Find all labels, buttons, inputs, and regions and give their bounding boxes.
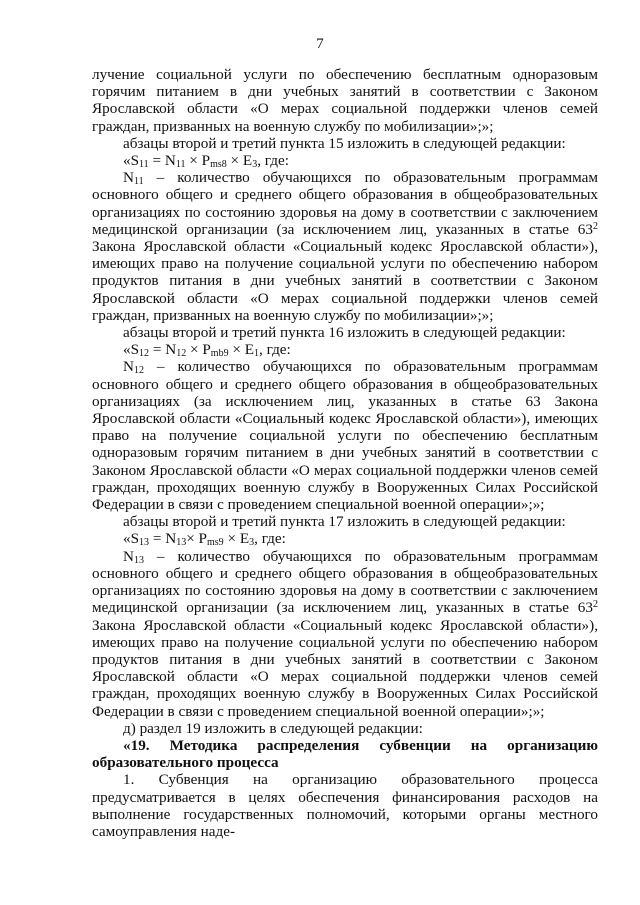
paragraph-text: = N <box>149 341 177 359</box>
paragraph-text: – количество обучающихся по образовательным программам основного общего и среднего общего образования в общеобразовательных организациях (за исключением лиц, указанных в статье 63 Закона Ярославской области «Социальный кодекс Ярославской области»), имеющих право на получение социальной услуги по обеспечению бесплатным одноразовым горячим питанием в дни учебных занятий в соответствии с Законом Ярославской области «О мерах социальной поддержки членов семей граждан, проходящих военную службу в Вооруженных Силах Российской Федерации в связи с проведением специальной военной операции»;»; <box>92 358 598 514</box>
paragraph-text: × P <box>186 341 211 359</box>
paragraph-text: × E <box>226 152 253 170</box>
paragraph-p2 <box>92 135 598 152</box>
paragraph-text: , где: <box>257 152 289 170</box>
page-number: 7 <box>316 36 324 52</box>
paragraph-text: д) раздел 19 изложить в следующей редакции: <box>123 719 423 737</box>
paragraph-text: «S <box>123 341 140 359</box>
paragraph-text: = N <box>148 152 176 170</box>
paragraph-text: Закона Ярославской области «Социальный кодекс Ярославской области»), имеющих право на получение социальной услуги по обеспечению набором продуктов питания в дни учебных занятий в соответствии с Законом Ярославской области «О мерах социальной поддержки членов семей граждан, проходящих военную службу в Вооруженных Силах Российской Федерации в связи с проведением специальной военной операции»;»; <box>92 616 598 720</box>
paragraph-p3 <box>92 152 598 169</box>
subscript-text: 13 <box>133 554 144 566</box>
paragraph-text: «S <box>123 530 140 548</box>
paragraph-text: – количество обучающихся по образовательным программам основного общего и среднего общего образования в общеобразовательных организациях по состоянию здоровья на дому в соответствии с заключением медицинской организации (за исключением лиц, указанных в статье 63 <box>92 169 598 238</box>
paragraph-p8 <box>92 513 598 530</box>
subscript-text: mb9 <box>210 348 229 360</box>
paragraph-text: – количество обучающихся по образовательным программам основного общего и среднего общего образования в общеобразовательных организациях по состоянию здоровья на дому в соответствии с заключением медицинской организации (за исключением лиц, указанных в статье 63 <box>92 547 598 617</box>
paragraph-text: абзацы второй и третий пункта 16 изложить в следующей редакции: <box>123 324 566 342</box>
subscript-text: ms9 <box>207 537 224 549</box>
paragraph-text: , где: <box>254 530 286 548</box>
paragraph-text: лучение социальной услуги по обеспечению бесплатным одноразовым горячим питанием в дни учебных занятий в соответствии с Законом Ярославской области «О мерах социальной поддержки членов семей граждан, призванных на военную службу по мобилизации»;»; <box>92 66 598 135</box>
paragraph-text: Закона Ярославской области «Социальный кодекс Ярославской области»), имеющих право на получение социальной услуги по обеспечению набором продуктов питания в дни учебных занятий в соответствии с Законом Ярославской области «О мерах социальной поддержки членов семей граждан, призванных на военную службу по мобилизации»;»; <box>92 238 598 324</box>
subscript-text: 12 <box>139 348 150 360</box>
paragraph-p7 <box>92 358 598 513</box>
subscript-text: 12 <box>133 365 144 377</box>
subscript-text: 3 <box>249 537 255 549</box>
subscript-text: 3 <box>252 159 258 171</box>
subscript-text: 13 <box>176 537 187 549</box>
paragraph-p4 <box>92 169 598 324</box>
subscript-text: 12 <box>176 348 187 360</box>
paragraph-text: × P <box>186 530 207 548</box>
paragraph-text: N <box>123 169 134 187</box>
paragraph-text: × P <box>185 152 211 170</box>
paragraph-p13 <box>92 771 598 840</box>
paragraph-text: абзацы второй и третий пункта 17 изложить в следующей редакции: <box>123 513 566 531</box>
paragraph-p10 <box>92 548 598 720</box>
subscript-text: 11 <box>139 159 149 171</box>
subscript-text: 11 <box>175 159 186 171</box>
paragraph-p11 <box>92 720 598 737</box>
subscript-text: ms8 <box>210 159 227 171</box>
paragraph-text: , где: <box>259 341 291 359</box>
paragraph-text: N <box>123 358 134 376</box>
paragraph-text: N <box>123 547 134 565</box>
subscript-text: 1 <box>254 348 260 360</box>
document-body <box>92 66 598 840</box>
paragraph-p5 <box>92 324 598 341</box>
paragraph-text: 1. Субвенция на организацию образовательного процесса предусматривается в целях обеспечения финансирования расходов на выполнение государственных полномочий, которыми органы местного самоуправления наде- <box>92 771 598 840</box>
subscript-text: 13 <box>139 537 150 549</box>
paragraph-text: × E <box>223 530 250 548</box>
paragraph-p9 <box>92 530 598 547</box>
paragraph-text: «S <box>123 152 140 170</box>
paragraph-text: абзацы второй и третий пункта 15 изложить в следующей редакции: <box>123 134 566 152</box>
subscript-text: 11 <box>133 176 144 188</box>
paragraph-text: «19. Методика распределения субвенции на организацию образовательного процесса <box>92 736 598 772</box>
paragraph-p12 <box>92 737 598 771</box>
superscript-text: 2 <box>593 599 598 611</box>
paragraph-text: × E <box>228 341 255 359</box>
paragraph-p6 <box>92 341 598 358</box>
paragraph-p1 <box>92 66 598 135</box>
superscript-text: 2 <box>593 220 598 232</box>
paragraph-text: = N <box>149 530 177 548</box>
